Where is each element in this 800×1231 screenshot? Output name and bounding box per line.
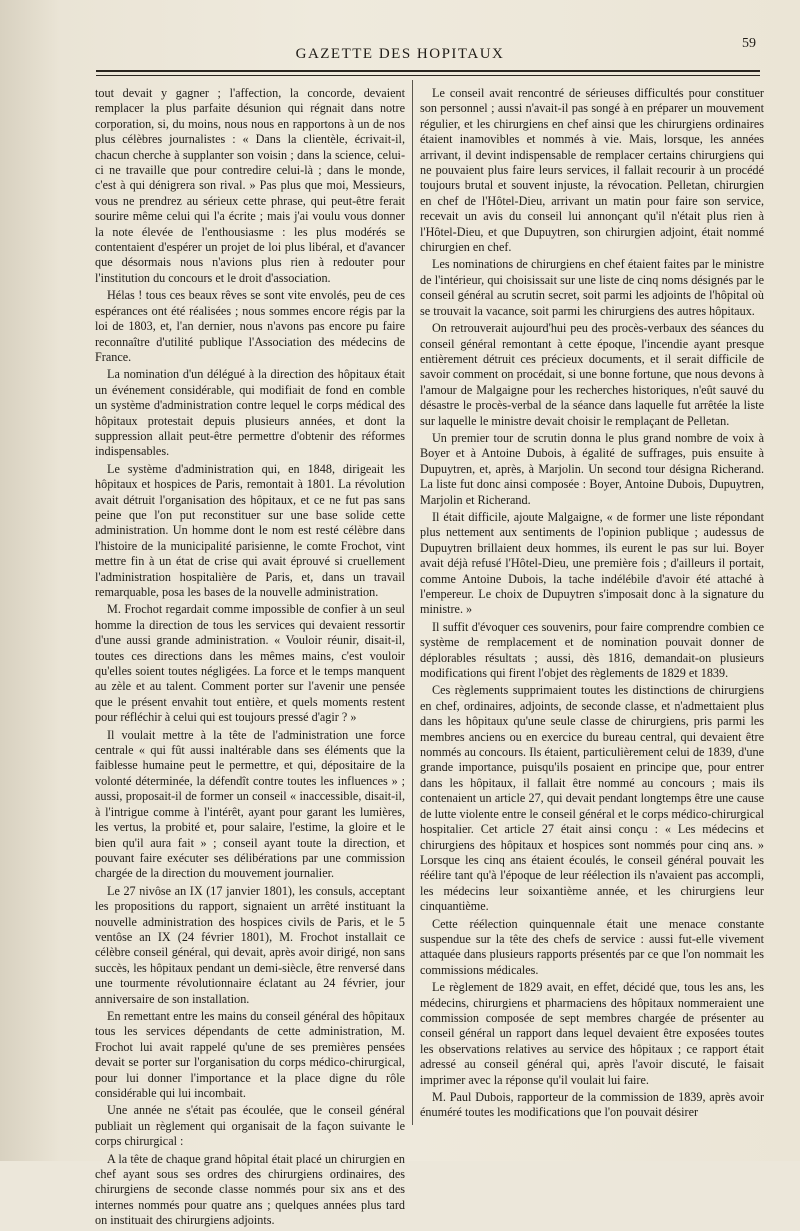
paragraph: Cette réélection quinquennale était une menace constante suspendue sur la tête des chefs de service : aussi fut-elle vivement attaquée dans plusieurs rapports présentés par ce que l'on nommait les commissions médicales. (420, 916, 764, 977)
right-column (420, 86, 764, 1123)
paragraph: tout devait y gagner ; l'affection, la concorde, devaient remplacer la plus parfaite désunion qui régnait dans notre corporation, si, du moins, nous nous en rapportons à un de nos plus célèbres journalistes : « Dans la clientèle, écrivait-il, chacun cherche à supplanter son voisin ; dans la science, celui-ci ne travaille que pour contredire celui-là ; dans le monde, c'est à qui dénigrera son rival. » Pas plus que moi, Messieurs, vous ne prendrez au sérieux cette phrase, qui peut-être ferait sourire même celui qui l'a écrite ; mais j'ai voulu vous donner la note élevée de l'enthousiasme : les plus modérés se contentaient d'espérer un projet de loi plus libéral, et d'avancer que désormais nous n'avions plus rien à redouter pour l'institution du concours et le droit d'association. (95, 86, 405, 285)
paragraph: Il était difficile, ajoute Malgaigne, « de former une liste répondant plus nettement aux sentiments de l'opinion publique ; audessus de Dupuytren brillaient deux hommes, ils eurent le pas sur lui. Boyer avait déjà refusé l'Hôtel-Dieu, une première fois ; d'ailleurs il portait, comme Antoine Dubois, la tache indélébile d'avoir été attaché à l'empereur. Le choix de Dupuytren s'imposait donc à la signature du ministre. » (420, 509, 764, 617)
paragraph: A la tête de chaque grand hôpital était placé un chirurgien en chef ayant sous ses ordres des chirurgiens ordinaires, des chirurgiens de seconde classe nommés pour six ans et des internes nommés pour quatre ans ; quelques années plus tard on instituait des chirurgiens adjoints. (95, 1151, 405, 1228)
binding-shadow (0, 0, 60, 1161)
paragraph: Les nominations de chirurgiens en chef étaient faites par le ministre de l'intérieur, qui choisissait sur une liste de cinq noms désignés par le conseil général au scrutin secret, soit parmi les adjoints de l'hôpital où se trouvait la vacance, soit parmi les chirurgiens des autres hôpitaux. (420, 257, 764, 318)
paragraph: En remettant entre les mains du conseil général des hôpitaux tous les services dépendants de cette administration, M. Frochot lui avait rappelé qu'une de ses premières pensées devait se porter sur l'organisation du corps médico-chirurgical, pour lui donner l'importance et la place digne du rôle considérable qui lui incombait. (95, 1008, 405, 1100)
paragraph: Le système d'administration qui, en 1848, dirigeait les hôpitaux et hospices de Paris, remontait à 1801. La révolution avait détruit l'organisation des hôpitaux, et ce ne fut pas sans peine que l'on put reconstituer sur une base solide cette administration. Un homme dont le nom est resté célèbre dans l'histoire de la municipalité parisienne, le comte Frochot, vint mettre fin à un état de crise qui avait éprouvé si cruellement l'administration hospitalière de Paris, et, dans un travail remarquable, posa les bases de la nouvelle administration. (95, 461, 405, 599)
paragraph: On retrouverait aujourd'hui peu des procès-verbaux des séances du conseil général remontant à cette époque, l'incendie ayant presque entièrement détruit ces précieux documents, et il serait difficile de savoir comment on procédait, si une bonne fortune, que nous devons à l'amour de Malgaigne pour les recherches historiques, n'eût sauvé du désastre le procès-verbal de la séance dans laquelle fut arrêtée la liste sur laquelle le ministre devait choisir le remplaçant de Pelletan. (420, 321, 764, 428)
paragraph: Le règlement de 1829 avait, en effet, décidé que, tous les ans, les médecins, chirurgiens et pharmaciens des hôpitaux nommeraient une commission composée de sept membres chargée de présenter au conseil général un rapport dans lequel devaient être exposées toutes les observations relatives au service des hôpitaux ; ce rapport était adressé au conseil général qui, après l'avoir discuté, le faisait imprimer avec la réponse qu'il voulait lui faire. (420, 980, 764, 1087)
paragraph: M. Frochot regardait comme impossible de confier à un seul homme la direction de tous les services qui devaient ressortir d'une aussi grande administration. « Vouloir réunir, disait-il, toutes ces directions dans les mêmes mains, c'est vouloir qu'elles soient toutes négligées. La force et le temps manquent au zèle et au talent. Comment porter sur l'avenir une pensée que le présent envahit tout entière, et quels moments restent pour réfléchir à celui qui est toujours pressé d'agir ? » (95, 602, 405, 725)
page-header (0, 36, 800, 66)
column-divider (412, 80, 413, 1125)
header-rule-thin (96, 75, 760, 76)
page-number: 59 (742, 36, 756, 51)
paragraph: Une année ne s'était pas écoulée, que le conseil général publiait un règlement qui organisait de la façon suivante le corps chirurgical : (95, 1103, 405, 1149)
paragraph: Le 27 nivôse an IX (17 janvier 1801), les consuls, acceptant les propositions du rapport, signaient un arrêté instituant la nouvelle administration des hospices civils de Paris, et le 5 ventôse an IX (24 février 1801), M. Frochot installait ce célèbre conseil général, qui devait, après avoir dirigé, non sans succès, les hôpitaux pendant un demi-siècle, être renversé dans une tourmente révolutionnaire éclatant au 24 février, jour anniversaire de son installation. (95, 883, 405, 1006)
paragraph: Ces règlements supprimaient toutes les distinctions de chirurgiens en chef, ordinaires, adjoints, de seconde classe, et n'admettaient plus dans les hôpitaux qu'une seule classe de chirurgiens, pris parmi les membres anciens ou en exercice du bureau central, qui devaient être nommés au concours. Ils étaient, particulièrement celui de 1839, d'une grande importance, puisqu'ils posaient en principe que, pour entrer dans les hôpitaux, il fallait être nommé au concours ; mais ils contenaient un article 27, qui devait pendant longtemps être une cause de lutte violente entre le conseil général et le corps médico-chirurgical hospitalier. Cet article 27 était ainsi conçu : « Les médecins et chirurgiens des hôpitaux et hospices sont nommés pour cinq ans. » Lorsque les cinq ans étaient écoulés, le conseil général pouvait les réélire tant qu'à l'époque de leur réélection ils n'avaient pas accompli, les médecins leur soixantième année, et les chirurgiens leur cinquantième. (420, 683, 764, 914)
paragraph: Il voulait mettre à la tête de l'administration une force centrale « qui fût aussi inaltérable dans ses éléments que la faiblesse humaine peut le permettre, et qui, dépositaire de la volonté déterminée, la défendît contre toutes les influences » ; aussi, proposait-il de former un conseil « inaccessible, disait-il, à l'intrigue comme à l'intérêt, ayant pour garant les lumières, les vertus, la probité et, pour salaire, l'estime, la gloire et le bien qu'il aura fait » ; conseil ayant toute la direction, et pouvant faire exécuter ses délibérations par une commission chargée de la direction du mouvement journalier. (95, 727, 405, 881)
paragraph: La nomination d'un délégué à la direction des hôpitaux était un événement considérable, qui modifiait de fond en comble un système d'administration contre lequel le corps médical des hôpitaux protestait depuis plusieurs années, et dont la suppression allait peut-être permettre d'obtenir des réformes indispensables. (95, 367, 405, 459)
left-column (95, 86, 405, 1231)
header-rule (96, 70, 760, 72)
paragraph: Hélas ! tous ces beaux rêves se sont vite envolés, peu de ces espérances ont été réalisées ; nous sommes encore régis par la loi de 1803, et, l'an dernier, nous n'avons pas encore pu faire reconnaître d'utilité publique l'Association des médecins de France. (95, 288, 405, 364)
paragraph: Le conseil avait rencontré de sérieuses difficultés pour constituer son personnel ; aussi n'avait-il pas songé à en préparer un mouvement régulier, et les chirurgiens en chef ainsi que les chirurgiens ordinaires étaient inamovibles et nommés à vie. Mais, lorsque, les années arrivant, il devint indispensable de remplacer certains chirurgiens qui ne pouvaient plus faire leurs services, il fallait recourir à un procédé toujours brutal et souvent injuste, la révocation. Pelletan, chirurgien en chef de l'Hôtel-Dieu, arrivant un matin pour faire son service, recevait un avis du conseil lui annonçant qu'il n'était plus rien à l'Hôtel-Dieu, et que Dupuytren, son chirurgien adjoint, était nommé chirurgien en chef. (420, 86, 764, 255)
paragraph: M. Paul Dubois, rapporteur de la commission de 1839, après avoir énuméré toutes les modifications que l'on pouvait désirer (420, 1090, 764, 1120)
paragraph: Il suffit d'évoquer ces souvenirs, pour faire comprendre combien ce système de remplacement et de nomination pouvait donner de déplorables résultats ; aussi, dès 1816, demandait-on plusieurs modifications qui firent l'objet des règlements de 1829 et 1839. (420, 619, 764, 681)
paragraph: Un premier tour de scrutin donna le plus grand nombre de voix à Boyer et à Antoine Dubois, à égalité de suffrages, puis ensuite à Dupuytren, et, après, à Marjolin. Un second tour désigna Richerand. La liste fut donc ainsi composée : Boyer, Antoine Dubois, Dupuytren, Marjolin et Richerand. (420, 430, 764, 507)
running-title: GAZETTE DES HOPITAUX (295, 46, 505, 62)
